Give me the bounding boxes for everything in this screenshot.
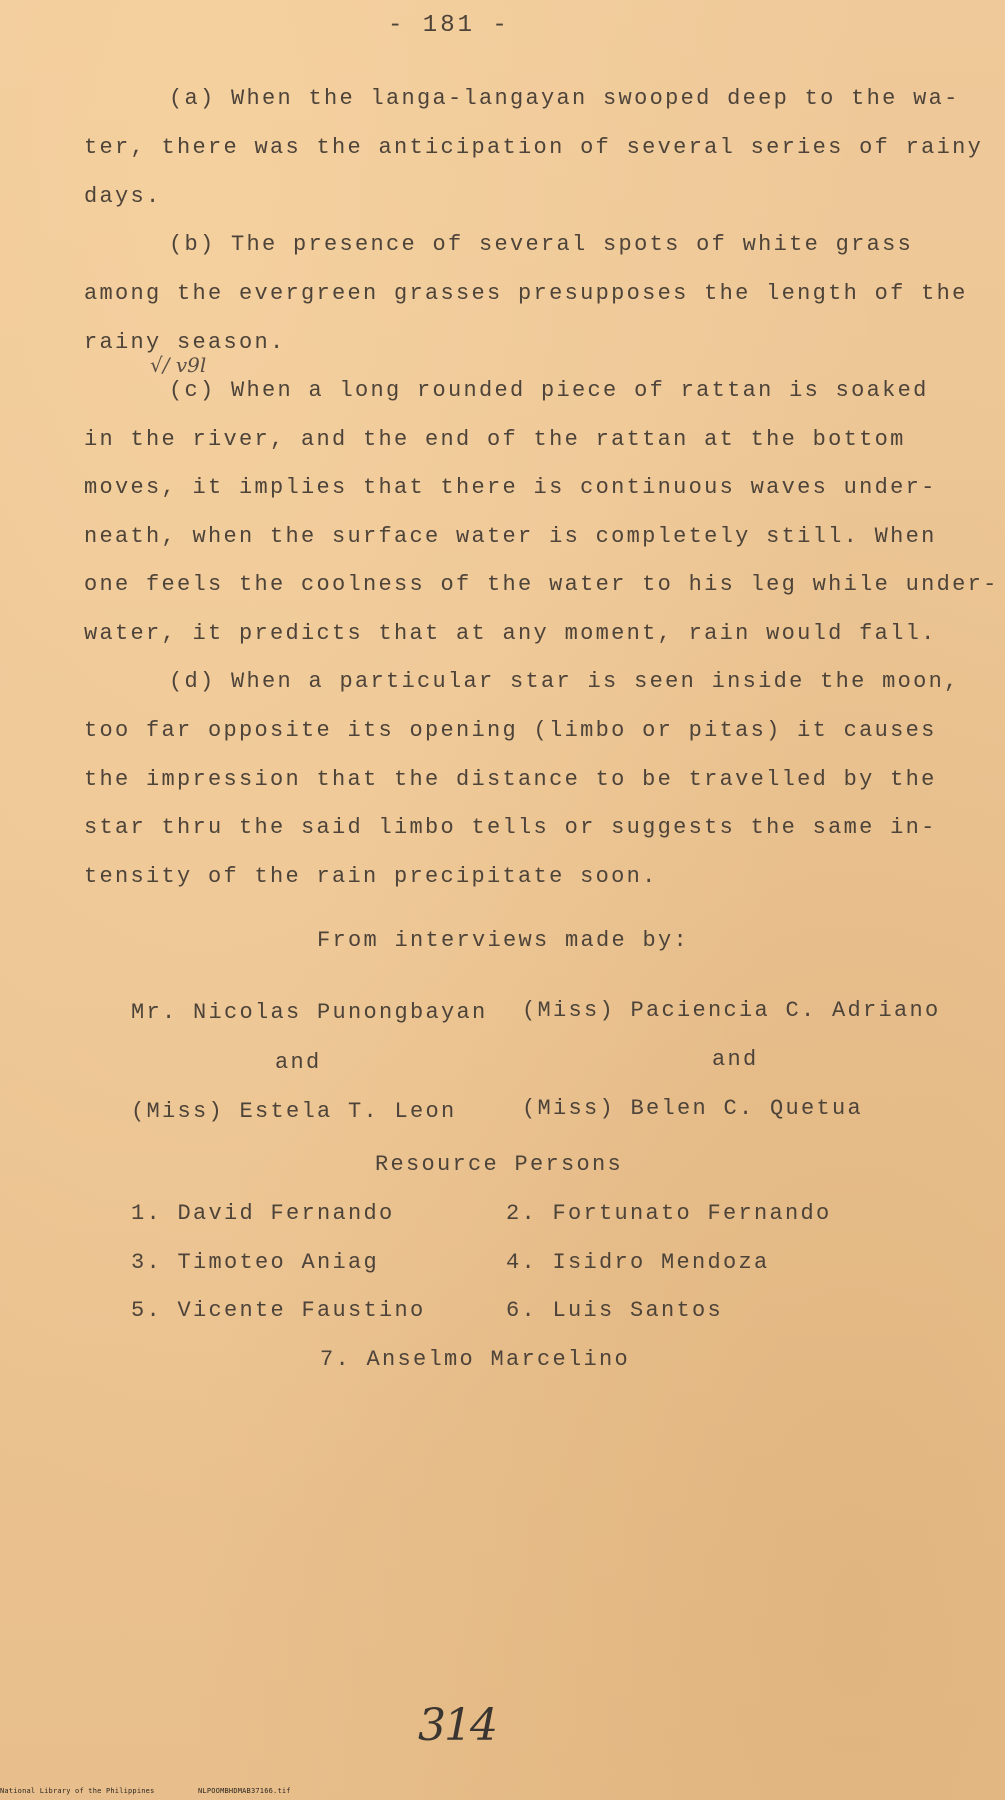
paragraph-line: (d) When a particular star is seen inside the moon, [169,669,960,694]
page-number: - 181 - [388,12,510,39]
interviews-heading: From interviews made by: [317,928,690,953]
margin-check-mark: √/ v9l [150,353,207,377]
interviewer-name: (Miss) Estela T. Leon [131,1099,457,1124]
paragraph-line: the impression that the distance to be travelled by the [84,767,937,792]
paragraph-line: (c) When a long rounded piece of rattan is soaked [169,378,929,403]
paragraph-line: ter, there was the anticipation of several series of rainy [84,135,984,160]
resource-persons-heading: Resource Persons [375,1152,624,1177]
list-item: 2. Fortunato Fernando [506,1201,832,1226]
list-item: 3. Timoteo Aniag [131,1250,380,1275]
paragraph-line: water, it predicts that at any moment, rain would fall. [84,621,937,646]
list-item: 1. David Fernando [131,1201,395,1226]
paragraph-line: rainy season. [84,330,286,355]
handwritten-page-number: 314 [418,1700,496,1751]
paragraph-line: star thru the said limbo tells or suggests the same in- [84,815,937,840]
paragraph-line: (a) When the langa-langayan swooped deep to the wa- [169,86,960,111]
paragraph-line: in the river, and the end of the rattan at the bottom [84,427,906,452]
conjunction-and: and [712,1047,759,1072]
scan-footer-library: National Library of the Philippines [0,1787,155,1795]
paragraph-line: neath, when the surface water is completely still. When [84,524,937,549]
paragraph-line: tensity of the rain precipitate soon. [84,864,658,889]
paragraph-line: among the evergreen grasses presupposes the length of the [84,281,968,306]
list-item: 4. Isidro Mendoza [506,1250,770,1275]
paragraph-line: days. [84,184,162,209]
scan-footer-filename: NLPOOMBHDMAB37166.tif [198,1787,291,1795]
list-item: 7. Anselmo Marcelino [320,1347,631,1372]
interviewer-name: Mr. Nicolas Punongbayan [131,1000,488,1025]
paragraph-line: too far opposite its opening (limbo or pitas) it causes [84,718,937,743]
list-item: 5. Vicente Faustino [131,1298,426,1323]
interviewer-name: (Miss) Belen C. Quetua [522,1096,864,1121]
paragraph-line: one feels the coolness of the water to his leg while under- [84,572,999,597]
paragraph-line: (b) The presence of several spots of white grass [169,232,914,257]
conjunction-and: and [275,1050,322,1075]
list-item: 6. Luis Santos [506,1298,724,1323]
interviewer-name: (Miss) Paciencia C. Adriano [522,998,941,1023]
paragraph-line: moves, it implies that there is continuous waves under- [84,475,937,500]
